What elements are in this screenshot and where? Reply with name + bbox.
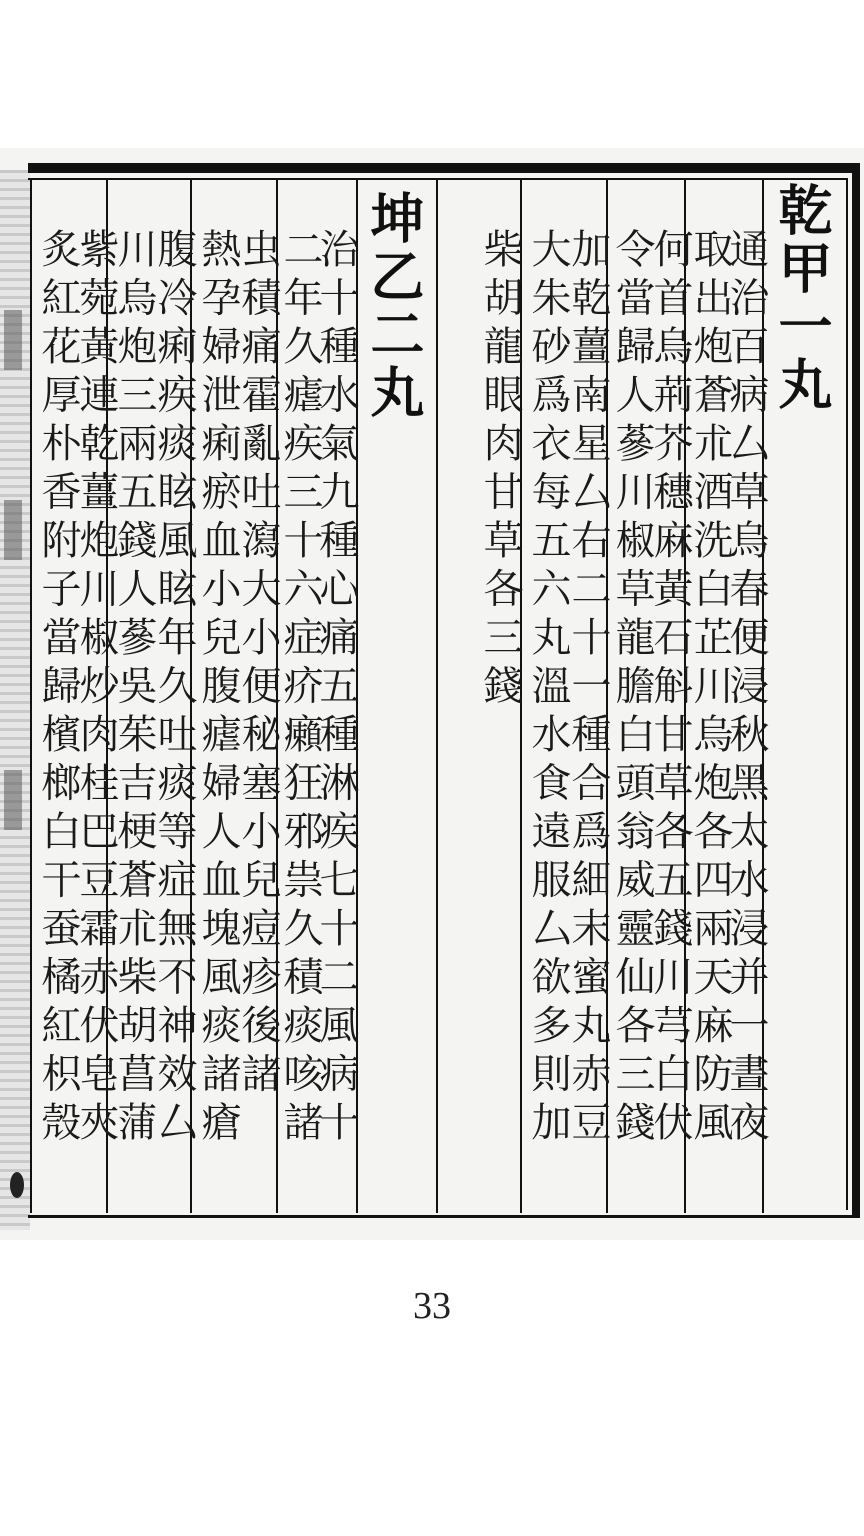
text-column: 川烏炮三兩五錢人蔘吳茱吉梗蒼朮柴胡菖蒲 <box>111 228 157 1150</box>
ink-blot <box>10 1172 24 1198</box>
text-column: 腹冷痢疾痰眩風眩年久吐痰等症無不神效厶 <box>151 228 197 1150</box>
column-rule <box>436 178 438 1213</box>
section-heading: 乾甲一丸 <box>770 182 834 414</box>
gutter-stain <box>4 770 22 830</box>
binding-gutter <box>0 170 30 1230</box>
text-column: 治十種水氣九種心痛五種淋疾七十二風病十 <box>313 228 359 1150</box>
gutter-stain <box>4 310 22 370</box>
page-number: 33 <box>413 1285 451 1327</box>
text-column: 炙紅花厚朴香附子當歸檳榔白干蚕橘紅枳殼 <box>35 228 81 1150</box>
text-column: 虫積痛霍亂吐瀉大小便秘塞小兒痘疹後諸 <box>235 228 281 1101</box>
text-column: 通治百病厶草烏春便浸秋黑太水浸并一晝夜 <box>723 228 769 1150</box>
text-column: 加乾薑南星厶右二十一種合爲細末蜜丸赤豆 <box>565 228 611 1150</box>
text-column: 熱孕婦泄痢瘀血小兒腹瘧婦人血塊風痰諸瘡 <box>195 228 241 1150</box>
column-rule <box>30 178 32 1213</box>
text-column: 大朱砂爲衣每五六丸溫水食遠服厶欲多則加 <box>525 228 571 1150</box>
text-column: 紫菀黃連乾薑炮川椒炒肉桂巴豆霜赤伏皂夾 <box>73 228 119 1150</box>
text-column: 二年久瘧疾三十六症疥癩狂邪祟久積痰咳諸 <box>277 228 323 1150</box>
text-column: 何首烏荊芥穗麻黃石斛甘草各五錢川芎白伏 <box>647 228 693 1150</box>
text-column: 令當歸人蔘川椒草龍膽白頭翁威靈仙各三錢 <box>609 228 655 1150</box>
gutter-stain <box>4 500 22 560</box>
text-column: 取出炮蒼朮酒洗白芷川烏炮各四兩天麻防風 <box>687 228 733 1150</box>
section-heading: 坤乙二丸 <box>362 190 426 422</box>
text-column: 柴胡龍眼肉甘草各三錢 <box>477 228 523 713</box>
